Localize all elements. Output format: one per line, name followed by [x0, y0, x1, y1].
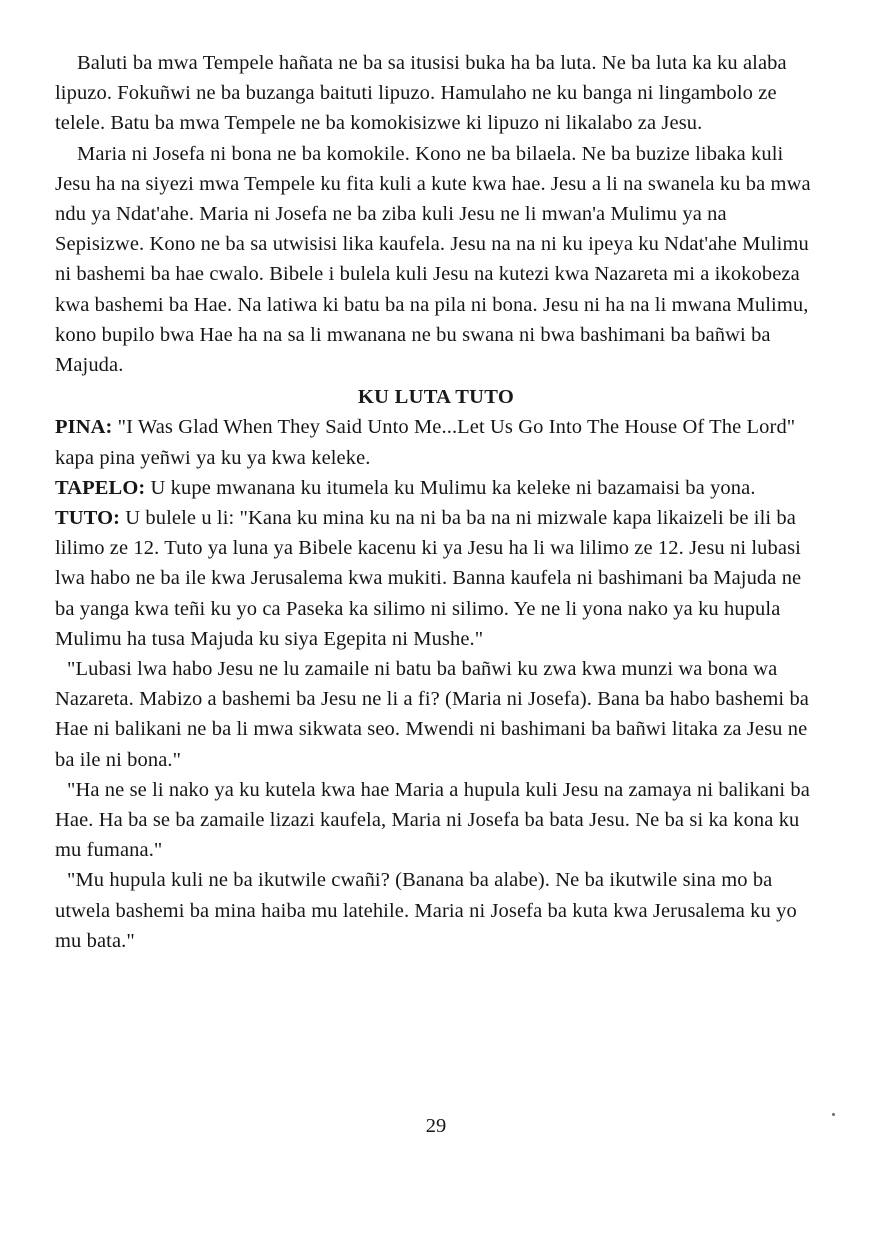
entry-tapelo [55, 473, 817, 503]
entry-tuto [55, 503, 817, 654]
section-heading: KU LUTA TUTO [357, 386, 515, 409]
page-body [55, 48, 817, 956]
entry-pina-text: "I Was Glad When They Said Unto Me...Let Us Go Into The House Of The Lord" kapa pina yeñwi ya ku ya kwa keleke. [55, 416, 796, 469]
quote-3: "Mu hupula kuli ne ba ikutwile cwañi? (Banana ba alabe). Ne ba ikutwile sina mo ba utwela bashemi ba mina haiba mu latehile. Maria ni Josefa ba kuta kwa Jerusalema ku yo mu bata." [55, 869, 797, 952]
entry-tuto-label: TUTO: [55, 507, 121, 530]
paragraph-2: Maria ni Josefa ni bona ne ba komokile. Kono ne ba bilaela. Ne ba buzize libaka kuli Jesu ha na siyezi mwa Tempele ku fita kuli a kute kwa hae. Jesu a li na swanela ku ba mwa ndu ya Ndat'ahe. Maria ni Josefa ne ba ziba kuli Jesu ne li mwan'a Mulimu ya na Sepisizwe. Kono ne ba sa utwisisi lika kaufela. Jesu na na ni ku ipeya ku Ndat'ahe Mulimu ni bashemi ba hae cwalo. Bibele i bulela kuli Jesu na kutezi kwa Nazareta mi a ikokobeza kwa bashemi ba Hae. Na latiwa ki batu ba na pila ni bona. Jesu ni ha na li mwana Mulimu, kono bupilo bwa Hae ha na sa li mwanana ne bu swana ni bwa bashimani ba bañwi ba Majuda. [55, 142, 811, 377]
entry-tapelo-label: TAPELO: [55, 476, 146, 499]
paragraph-1: Baluti ba mwa Tempele hañata ne ba sa itusisi buka ha ba luta. Ne ba luta ka ku alaba lipuzo. Fokuñwi ne ba buzanga baituti lipuzo. Hamulaho ne ku banga ni lingambolo ze telele. Batu ba mwa Tempele ne ba komokisizwe ki lipuzo ni likalabo za Jesu. [55, 52, 787, 135]
quote-2: "Ha ne se li nako ya ku kutela kwa hae Maria a hupula kuli Jesu na zamaya ni balikani ba Hae. Ha ba se ba zamaile lizazi kaufela, Maria ni Josefa ba bata Jesu. Ne ba si ka kona ku mu fumana." [55, 778, 810, 862]
page-number: 29 [425, 1115, 447, 1137]
quote-1: "Lubasi lwa habo Jesu ne lu zamaile ni batu ba bañwi ku zwa kwa munzi wa bona wa Nazareta. Mabizo a bashemi ba Jesu ne li a fi? (Maria ni Josefa). Bana ba habo bashemi ba Hae ni balikani ne ba li mwa sikwata seo. Mwendi ni bashimani ba bañwi litaka za Jesu ne ba ile ni bona." [55, 658, 810, 771]
entry-pina-label: PINA: [55, 416, 113, 439]
entry-pina [55, 412, 817, 472]
entry-tapelo-text: U kupe mwanana ku itumela ku Mulimu ka keleke ni bazamaisi ba yona. [145, 476, 756, 499]
scan-speck [832, 1113, 835, 1116]
entry-tuto-text: U bulele u li: "Kana ku mina ku na ni ba ba na ni mizwale kapa likaizeli be ili ba lilimo ze 12. Tuto ya luna ya Bibele kacenu ki ya Jesu ha li wa lilimo ze 12. Jesu ni lubasi lwa habo ne ba ile kwa Jerusalema kwa mukiti. Banna kaufela ni bashimani ba Majuda ne ba yanga kwa teñi ku yo ca Paseka ka silimo ni silimo. Ye ne li yona nako ya ku hupula Mulimu ha tusa Majuda ku siya Egepita ni Mushe." [55, 507, 802, 650]
